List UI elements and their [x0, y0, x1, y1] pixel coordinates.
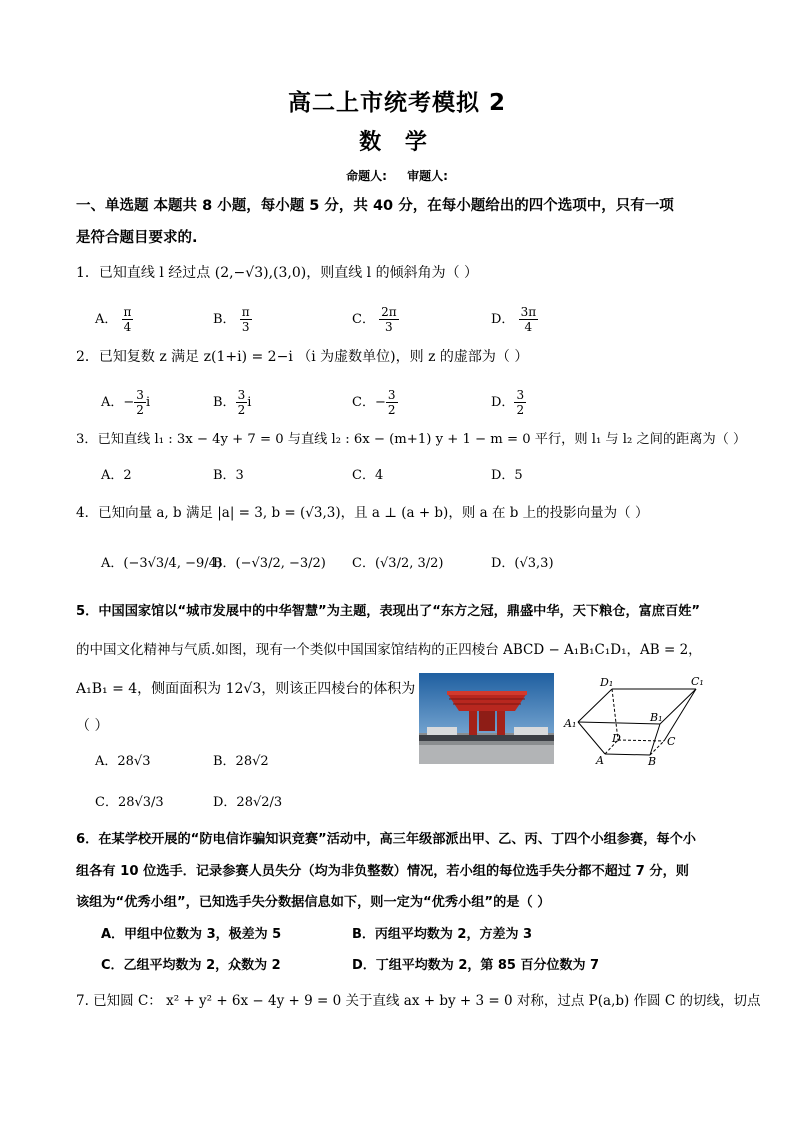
exam-title: 高二上市统考模拟 2 [287, 90, 506, 116]
question-5-line4: （ ） [76, 718, 109, 734]
question-4-stem: 4．已知向量 a, b 满足 |a| = 3, b = (√3,3)，且 a ⊥ (a + b)，则 a 在 b 上的投影向量为（ ） [76, 505, 649, 521]
denominator: 3 [385, 320, 393, 334]
q5-option-b: B．28√2 [213, 754, 269, 769]
sign: − [123, 395, 135, 410]
question-7-line1: 7. 已知圆 C： x² + y² + 6x − 4y + 9 = 0 关于直线 ax + by + 3 = 0 对称，过点 P(a,b) 作圆 C 的切线，切点 [76, 993, 761, 1009]
option-label: C． [352, 395, 375, 410]
denominator: 4 [123, 320, 132, 334]
china-pavilion-photo [419, 673, 554, 764]
q4-option-c: C．(√3/2, 3/2) [352, 556, 444, 571]
numerator: 3 [136, 388, 144, 402]
option-label: B． [213, 312, 236, 327]
numerator: 3π [520, 305, 537, 319]
q3-option-c: C．4 [352, 468, 384, 483]
question-5-line1: 5．中国国家馆以“城市发展中的中华智慧”为主题，表现出了“东方之冠，鼎盛中华，天下粮仓，富庶百姓” [76, 604, 701, 619]
q3-option-b: B．3 [213, 468, 244, 483]
denominator: 2 [516, 403, 525, 417]
label-A1: A₁ [564, 717, 577, 730]
q3-option-d: D．5 [491, 468, 523, 483]
label-D1: D₁ [600, 676, 614, 689]
question-3-stem: 3．已知直线 l₁ : 3x − 4y + 7 = 0 与直线 l₂ : 6x − (m+1) y + 1 − m = 0 平行，则 l₁ 与 l₂ 之间的距离为（ ） [76, 432, 747, 447]
q5-option-c: C．28√3/3 [95, 795, 164, 810]
section-heading-line2: 是符合题目要求的. [76, 230, 198, 246]
label-A: A [596, 754, 604, 767]
q4-option-a: A．(−3√3/4, −9/4) [101, 556, 222, 571]
label-C: C [667, 735, 676, 748]
imag-unit: i [145, 395, 151, 410]
subject-title: 数 学 [359, 130, 435, 155]
denominator: 4 [524, 320, 533, 334]
q1-option-d [491, 305, 538, 334]
numerator: 2π [381, 305, 397, 319]
numerator: 3 [237, 388, 246, 402]
q2-option-c [352, 388, 398, 417]
numerator: 3 [387, 388, 396, 402]
option-label: A． [95, 312, 118, 327]
q2-option-b [213, 388, 251, 417]
question-1-stem: 1．已知直线 l 经过点 (2,−√3),(3,0)，则直线 l 的倾斜角为（ ） [76, 265, 479, 281]
question-6-line2: 组各有 10 位选手．记录参赛人员失分（均为非负整数）情况，若小组的每位选手失分都不超过 7 分，则 [76, 864, 689, 879]
numerator: π [241, 305, 250, 319]
q2-option-a [101, 388, 150, 417]
q2-option-d [491, 388, 526, 417]
option-label: A． [101, 395, 124, 410]
label-D: D [612, 732, 621, 745]
question-6-line1: 6．在某学校开展的“防电信诈骗知识竞赛”活动中，高三年级部派出甲、乙、丙、丁四个小组参赛，每个小 [76, 832, 696, 847]
numerator: π [123, 305, 132, 319]
q5-option-d: D．28√2/3 [213, 795, 283, 810]
q1-option-a [95, 305, 133, 334]
q5-option-a: A．28√3 [95, 754, 151, 769]
question-5-line3: A₁B₁ = 4，侧面面积为 12√3，则该正四棱台的体积为 [76, 681, 416, 697]
q4-option-b: B．(−√3/2, −3/2) [213, 556, 326, 571]
label-B1: B₁ [650, 711, 663, 724]
question-5-line2: 的中国文化精神与气质.如图，现有一个类似中国国家馆结构的正四棱台 ABCD − A₁B₁C₁D₁，AB = 2， [76, 642, 702, 658]
denominator: 2 [387, 403, 396, 417]
q1-option-b [213, 305, 252, 334]
label-C1: C₁ [691, 675, 704, 688]
section-heading-line1: 一、单选题 本题共 8 小题，每小题 5 分，共 40 分，在每小题给出的四个选项中，只有一项 [76, 198, 674, 214]
option-label: C． [352, 312, 375, 327]
q1-option-c [352, 305, 399, 334]
label-B: B [648, 755, 657, 768]
question-2-stem: 2．已知复数 z 满足 z(1+i) = 2−i （i 为虚数单位)，则 z 的虚部为（ ） [76, 349, 529, 365]
reviewer-label: 审题人: [407, 169, 448, 183]
option-label: D． [491, 395, 515, 410]
numerator: 3 [516, 388, 525, 402]
option-label: B． [213, 395, 236, 410]
q3-option-a: A．2 [101, 468, 132, 483]
denominator: 2 [136, 403, 144, 417]
author-line [0, 167, 794, 184]
q6-option-c: C．乙组平均数为 2，众数为 2 [101, 958, 281, 973]
denominator: 3 [241, 320, 250, 334]
question-6-line3: 该组为“优秀小组”，已知选手失分数据信息如下，则一定为“优秀小组”的是（ ） [76, 895, 551, 910]
option-label: D． [491, 312, 515, 327]
q4-option-d: D．(√3,3) [491, 556, 554, 571]
denominator: 2 [237, 403, 246, 417]
sign: − [374, 395, 386, 410]
author-label: 命题人: [346, 169, 387, 183]
frustum-diagram [560, 672, 720, 772]
q6-option-b: B．丙组平均数为 2，方差为 3 [352, 927, 533, 942]
imag-unit: i [247, 395, 252, 410]
q6-option-a: A．甲组中位数为 3，极差为 5 [101, 927, 282, 942]
q6-option-d: D．丁组平均数为 2，第 85 百分位数为 7 [352, 958, 600, 973]
